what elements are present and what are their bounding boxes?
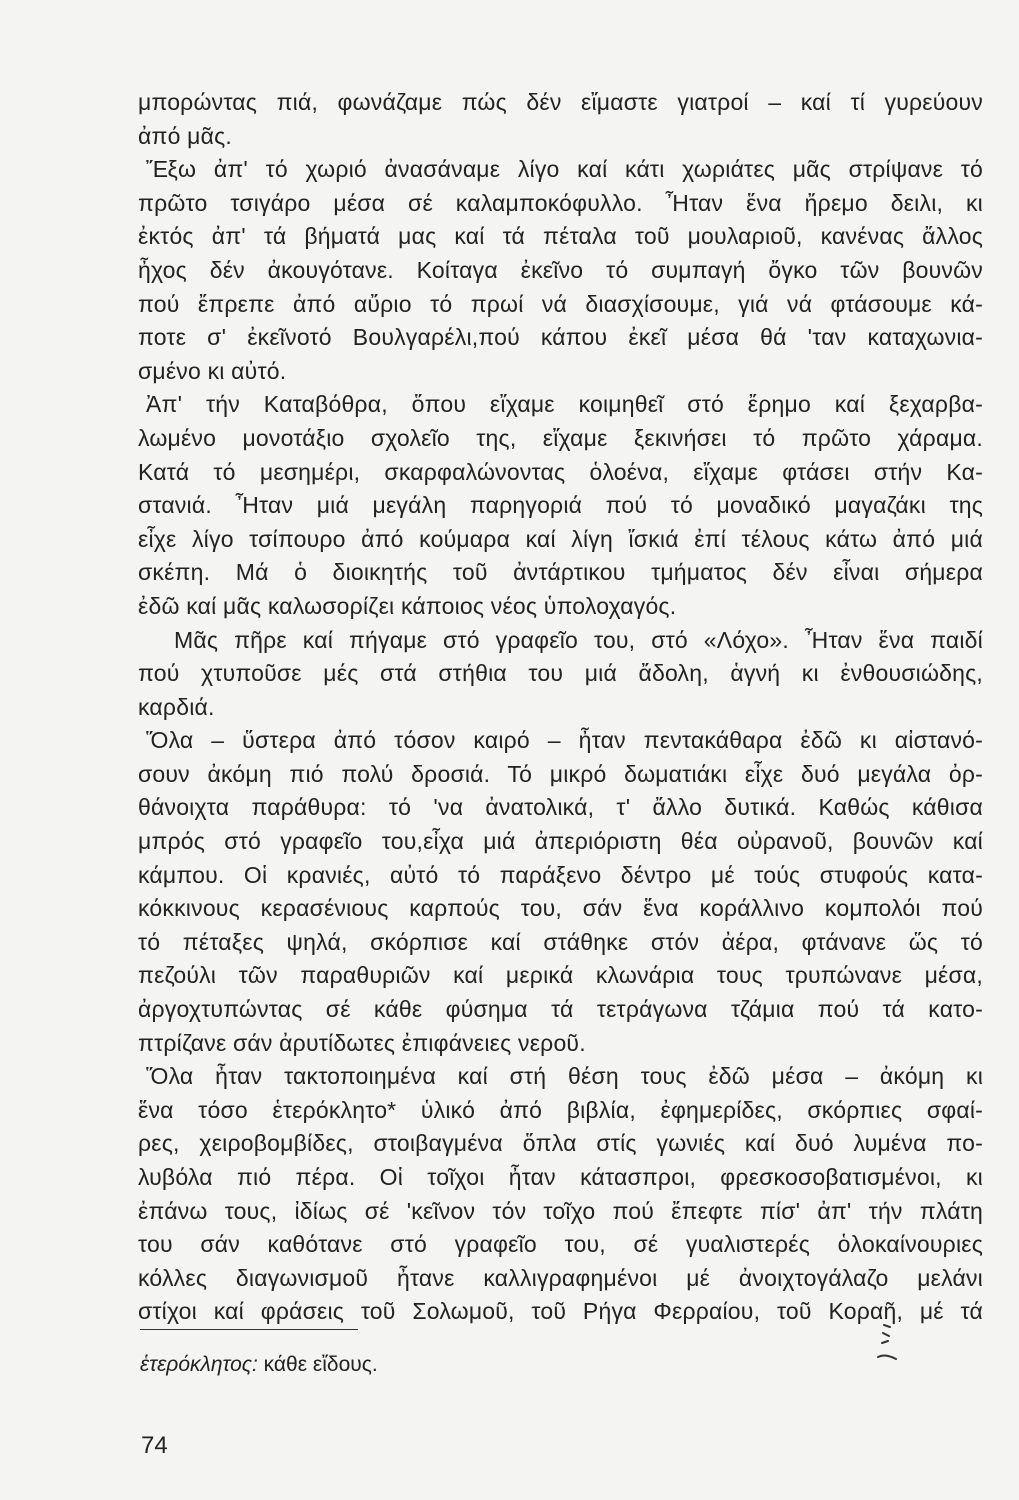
text-line: Κατά τό μεσημέρι, σκαρφαλώνοντας ὁλοένα, εἴχαμε φτάσει στήν Κα- <box>138 458 983 485</box>
text-line: Ἀπ' τήν Καταβόθρα, ὅπου εἴχαμε κοιμηθεῖ στό ἔρημο καί ξεχαρβα- <box>146 391 983 418</box>
text-line: τό πέταξες ψηλά, σκόρπισε καί στάθηκε στόν ἀέρα, φτάνανε ὥς τό <box>138 928 983 955</box>
text-line: ἐδῶ καί μᾶς καλωσορίζει κάποιος νέος ὑπολοχαγός. <box>138 592 677 619</box>
text-line: καρδιά. <box>138 693 215 720</box>
footnote-definition: κάθε εἴδους. <box>263 1353 378 1376</box>
text-line: λωμένο μονοτάξιο σχολεῖο της, εἴχαμε ξεκινήσει τό πρῶτο χάραμα. <box>138 424 983 451</box>
text-line: πού χτυποῦσε μές στά στήθια του μιά ἄδολη, ἁγνή κι ἐνθουσιώδης, <box>138 660 983 687</box>
text-line: πτρίζανε σάν ἀρυτίδωτες ἐπιφάνειες νεροῦ. <box>138 1029 586 1056</box>
text-line: κόλλες διαγωνισμοῦ ἦτανε καλλιγραφημένοι μέ ἀνοιχτογάλαζο μελάνι <box>138 1264 983 1291</box>
text-line: ἀργοχτυπώντας σέ κάθε φύσημα τά τετράγωνα τζάμια πού τά κατο- <box>138 996 983 1023</box>
text-line: λυβόλα πιό πέρα. Οἱ τοῖχοι ἦταν κάτασπροι, φρεσκοσοβατισμένοι, κι <box>138 1164 983 1190</box>
text-line: σμένο κι αὐτό. <box>138 357 287 384</box>
footnote-term: ἑτερόκλητος: <box>140 1353 258 1376</box>
text-line: Ὅλα ἦταν τακτοποιημένα καί στή θέση τους ἐδῶ μέσα – ἀκόμη κι <box>146 1063 983 1090</box>
text-line: ποτε σ' ἐκεῖνοτό Βουλγαρέλι,πού κάπου ἐκεῖ μέσα θά 'ταν καταχωνια- <box>138 324 983 351</box>
footnote <box>140 1353 378 1377</box>
text-line: σουν ἀκόμη πιό πολύ δροσιά. Τό μικρό δωματιάκι εἶχε δυό μεγάλα ὀρ- <box>138 760 983 787</box>
text-line: ἕνα τόσο ἑτερόκλητο* ὑλικό ἀπό βιβλία, ἐφημερίδες, σκόρπιες σφαί- <box>138 1096 983 1123</box>
text-line: Ὅλα – ὕστερα ἀπό τόσον καιρό – ἦταν πεντακάθαρα ἐδῶ κι αἰστανό- <box>146 727 983 754</box>
text-line: πρῶτο τσιγάρο μέσα σέ καλαμποκόφυλλο. Ἦταν ἕνα ἤρεμο δειλι, κι <box>138 189 983 216</box>
text-line: εἶχε λίγο τσίπουρο ἀπό κούμαρα καί λίγη ἴσκιά ἐπί τέλους κάτω ἀπό μιά <box>138 525 983 552</box>
text-line: σκέπη. Μά ὁ διοικητής τοῦ ἀντάρτικου τμήματος δέν εἶναι σήμερα <box>138 559 983 586</box>
body-text <box>138 86 983 1329</box>
text-line: μπορώντας πιά, φωνάζαμε πώς δέν εἴμαστε γιατροί – καί τί γυρεύουν <box>138 89 983 115</box>
text-line: κόκκινους κερασένιους καρπούς του, σάν ἕνα κοράλλινο κομπολόι πού <box>138 895 983 922</box>
text-line: πού ἔπρεπε ἀπό αὔριο τό πρωί νά διασχίσουμε, γιά νά φτάσουμε κά- <box>138 290 983 317</box>
text-line: ἀπό μᾶς. <box>138 122 232 149</box>
text-line: πεζούλι τῶν παραθυριῶν καί μερικά κλωνάρια τους τρυπώνανε μέσα, <box>138 962 983 989</box>
text-line: στίχοι καί φράσεις τοῦ Σολωμοῦ, τοῦ Ρήγα Φερραίου, τοῦ Κοραῆ, μέ τά <box>138 1298 983 1325</box>
footnote-divider <box>140 1329 358 1330</box>
text-line: ἦχος δέν ἀκουγότανε. Κοίταγα ἐκεῖνο τό συμπαγή ὄγκο τῶν βουνῶν <box>138 256 983 283</box>
text-line: Μᾶς πῆρε καί πήγαμε στό γραφεῖο του, στό «Λόχο». Ἦταν ἕνα παιδί <box>174 626 983 653</box>
text-line: ἐπάνω τους, ἰδίως σέ 'κεῖνον τόν τοῖχο πού ἔπεφτε πίσ' ἀπ' τήν πλάτη <box>138 1197 983 1224</box>
text-line: κάμπου. Οἱ κρανιές, αὐτό τό παράξενο δέντρο μέ τούς στυφούς κατα- <box>138 861 983 888</box>
text-line: στανιά. Ἦταν μιά μεγάλη παρηγοριά πού τό μοναδικό μαγαζάκι της <box>138 492 983 519</box>
pencil-mark-icon <box>876 1321 900 1365</box>
text-line: μπρός στό γραφεῖο του,εἶχα μιά ἀπεριόριστη θέα οὐρανοῦ, βουνῶν καί <box>138 828 983 855</box>
text-line: Ἔξω ἀπ' τό χωριό ἀνασάναμε λίγο καί κάτι χωριάτες μᾶς στρίψανε τό <box>146 156 983 183</box>
text-line: ρες, χειροβομβίδες, στοιβαγμένα ὅπλα στίς γωνιές καί δυό λυμένα πο- <box>138 1130 983 1157</box>
text-line: θάνοιχτα παράθυρα: τό 'να ἀνατολικά, τ' ἄλλο δυτικά. Καθώς κάθισα <box>138 794 983 821</box>
text-line: ἐκτός ἀπ' τά βήματά μας καί τά πέταλα τοῦ μουλαριοῦ, κανένας ἄλλος <box>138 223 983 250</box>
page-number: 74 <box>141 1432 168 1459</box>
text-line: του σάν καθότανε στό γραφεῖο του, σέ γυαλιστερές ὁλοκαίνουριες <box>138 1231 983 1258</box>
